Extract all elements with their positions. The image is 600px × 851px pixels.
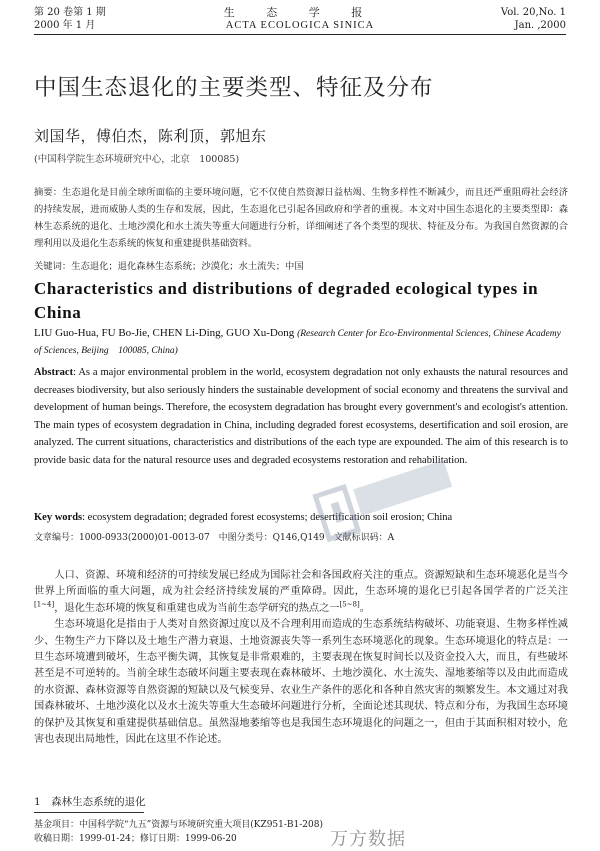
volume-issue-en [501, 6, 566, 32]
received-dates: 收稿日期：1999-01-24；修订日期：1999-06-20 [34, 834, 237, 844]
keywords-en: : ecosystem degradation; degraded forest ecosystems; desertification soil erosion; China [82, 512, 453, 523]
body-text-run: ，退化生态环境的恢复和重建也成为当前生态学研究的热点之一 [54, 602, 340, 614]
authors-cn: 刘国华，傅伯杰，陈利顶，郭旭东 [34, 127, 267, 145]
footnote-rule [34, 812, 144, 813]
citation-ref: [5~8] [339, 600, 360, 609]
body-text [34, 568, 568, 748]
affiliation-en: (Research Center for Eco-Environmental Sciences, Chinese Academy of Sciences, Beijing 100085, China) [34, 329, 561, 356]
authors-en-block [34, 325, 568, 359]
keywords-en-label: Key words [34, 512, 83, 523]
body-text-run: 。 [359, 602, 370, 614]
keywords-en-block [34, 512, 568, 523]
abstract-en: : As a major environmental problem in the world, ecosystem degradation not only exhausts the natural resources and decreases biodiversity, but also seriously hinders the sustainable development of social economy and threatens the survival and development of human beings. Therefore, the ecosystem degradation has brought every government's and ecologist's attention. The main types of ecosystem degradation in China, including degraded forest ecosystems, desertification and soil erosion, are analyzed. The current situations, characteristics and distributions of the each type are expounded. The aim of this research is to provide basic data for the natural resource uses and degraded ecosystems restoration and rehabilitation. [34, 367, 568, 466]
keywords-cn: 关键词：生态退化；退化森林生态系统；沙漠化；水土流失；中国 [34, 261, 304, 272]
abstract-en-block [34, 364, 568, 470]
affiliation-cn: (中国科学院生态环境研究中心，北京 100085) [34, 154, 240, 165]
footnotes [34, 818, 323, 846]
volume-line: 第 20 卷第 1 期 [34, 7, 106, 18]
body-paragraph: 生态环境退化是指由于人类对自然资源过度以及不合理利用而造成的生态系统结构破坏、功能衰退、生物多样性减少、生物生产力下降以及土地生产潜力衰退、土地资源丧失等一系列生态环境恶化的现象。生态环境退化的特点是：一旦生态环境遭到破坏，生态平衡失调，其恢复是非常艰难的，主要表现在恢复时间长以及资金投入大，而且，有些破坏甚至是不可逆转的。当前全球生态破坏问题主要表现在森林破坏、土地沙漠化、水土流失、湿地萎缩等以及由此而造成的水资源、森林资源等自然资源的短缺以及气候变异、农业生产条件的恶化和各种自然灾害的频繁发生。本文通过对我国森林破坏、土地沙漠化以及水土流失等重大生态破坏问题进行分析，全面论述其现状、特点和分布，为我国生态环境的保护及其恢复和重建提供基础信息。虽然湿地萎缩等也是我国生态环境退化的问题之一，但由于其面积相对较小，危害也表现出局地性，因此在这里不作论述。 [34, 619, 568, 746]
date-line-en: Jan. ,2000 [514, 20, 566, 31]
body-text-run: 人口、资源、环境和经济的可持续发展已经成为国际社会和各国政府关注的重点。资源短缺和生态环境恶化是当今世界上所面临的重大问题，成为社会经济持续发展的严重障碍。因此，生态环境的退化已引起各国学者的广泛关注 [34, 570, 568, 598]
journal-name [34, 6, 566, 32]
body-paragraph [34, 568, 568, 617]
section-heading: 1 森林生态系统的退化 [34, 796, 146, 808]
fund-note: 基金项目：中国科学院“九五”资源与环境研究重大项目(KZ951-B1-208) [34, 820, 323, 830]
journal-name-cn: 生 态 学 报 [223, 6, 377, 19]
volume-line-en: Vol. 20,No. 1 [500, 7, 566, 18]
citation-ref: [1~4] [34, 600, 55, 609]
abstract-cn: 摘要：生态退化是目前全球所面临的主要环境问题，它不仅使自然资源日益枯竭、生物多样性不断减少，而且还严重阻碍社会经济的持续发展，进而威胁人类的生存和发展，因此，生态退化已引起各国政府和学者的重视。本文对中国生态退化的主要类型即：森林生态系统的退化、土地沙漠化和水土流失等重大问题进行分析，详细阐述了各个类型的现状、特征及分布。为我国自然资源的合理利用以及退化生态系统的恢复和重建提供基础资料。 [34, 187, 568, 249]
header-rule [34, 34, 566, 35]
date-line-cn: 2000 年 1 月 [34, 20, 96, 31]
journal-name-en: ACTA ECOLOGICA SINICA [225, 20, 375, 31]
watermark-text: 万方数据 [330, 829, 406, 850]
paper-title-en: Characteristics and distributions of degraded ecological types in China [34, 279, 539, 322]
running-header [34, 6, 566, 46]
document-number: 文章编号：1000-0933(2000)01-0013-07 中图分类号：Q146,Q149 文献标识码：A [34, 533, 395, 543]
authors-en: LIU Guo-Hua, FU Bo-Jie, CHEN Li-Ding, GUO Xu-Dong [34, 327, 295, 339]
paper-title-cn: 中国生态退化的主要类型、特征及分布 [34, 75, 434, 101]
abstract-en-label: Abstract [34, 367, 74, 378]
